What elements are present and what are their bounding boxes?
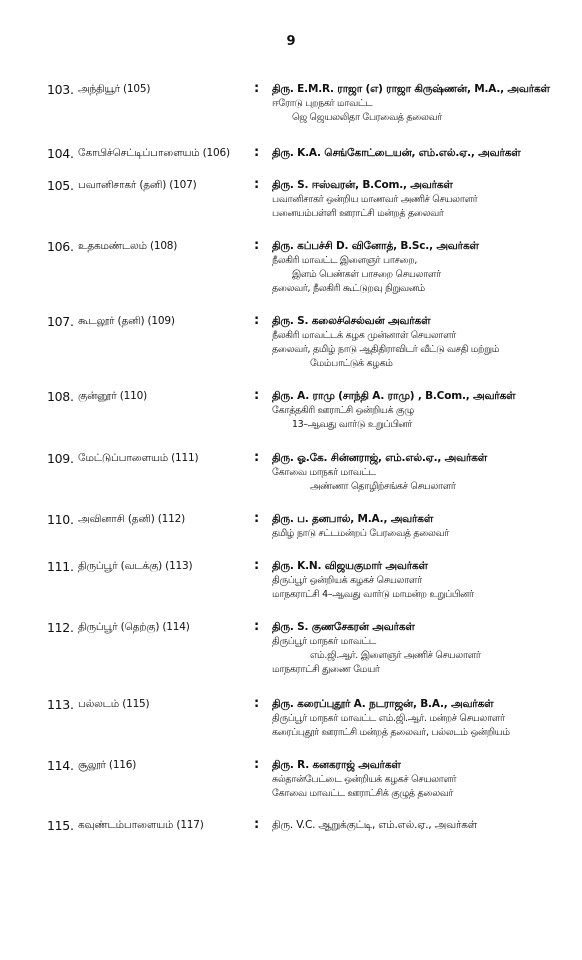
entry-number: 112. <box>47 620 74 635</box>
candidate-designation: நீலகிரி மாவட்டக் கழக முன்னாள் செயலாளர் <box>272 330 456 341</box>
constituency-name: கோபிச்செட்டிப்பாளையம் (106) <box>78 147 230 159</box>
candidate-details <box>272 314 572 371</box>
separator-colon: : <box>254 757 260 772</box>
constituency-name: கூடலூர் (தனி) (109) <box>78 315 175 327</box>
candidate-details <box>272 178 572 221</box>
candidate-designation: மேம்பாட்டுக் கழகம் <box>310 358 393 369</box>
candidate-designation: மாநகராட்சி 4–ஆவது வார்டு மாமன்ற உறுப்பினர் <box>272 589 474 600</box>
constituency-name: அந்தியூர் (105) <box>78 83 151 95</box>
separator-colon: : <box>254 817 260 832</box>
candidate-designation: மாநகராட்சி துணை மேயர் <box>272 664 380 675</box>
entry-number: 104. <box>47 146 74 161</box>
candidate-details <box>272 758 572 801</box>
separator-colon: : <box>254 388 260 403</box>
entry-number: 106. <box>47 239 74 254</box>
candidate-name: திரு. K.N. விஜயகுமார் அவர்கள் <box>272 560 428 572</box>
candidate-designation: சுல்தான்பேட்டை ஒன்றியக் கழகச் செயலாளர் <box>272 774 457 785</box>
constituency-name: குன்னூர் (110) <box>78 390 147 402</box>
separator-colon: : <box>254 81 260 96</box>
candidate-details <box>272 82 572 125</box>
candidate-designation: தலைவர், தமிழ் நாடு ஆதிதிராவிடர் வீட்டு வசதி மற்றும் <box>272 344 500 355</box>
candidate-details <box>272 697 572 740</box>
separator-colon: : <box>254 511 260 526</box>
separator-colon: : <box>254 177 260 192</box>
candidate-designation: பவானிசாகர் ஒன்றிய மாணவர் அணிச் செயலாளர் <box>272 194 478 205</box>
constituency-name: சூலூர் (116) <box>78 759 137 771</box>
candidate-name: திரு. K.A. செங்கோட்டையன், எம்.எல்.ஏ., அவர்கள் <box>272 147 521 159</box>
candidate-details <box>272 620 572 677</box>
candidate-designation: ஜெ ஜெயலலிதா பேரவைத் தலைவர் <box>292 112 442 123</box>
candidate-designation: தமிழ் நாடு சட்டமன்றப் பேரவைத் தலைவர் <box>272 528 449 539</box>
page-number: 9 <box>286 34 296 49</box>
candidate-name: திரு. R. கனகராஜ் அவர்கள் <box>272 759 401 771</box>
constituency-name: திருப்பூர் (தெற்கு) (114) <box>78 621 190 633</box>
candidate-designation: திருப்பூர் ஒன்றியக் கழகச் செயலாளர் <box>272 575 422 586</box>
entry-number: 110. <box>47 512 74 527</box>
candidate-designation: கரைப்புதூர் ஊராட்சி மன்றத் தலைவர், பல்லடம் ஒன்றியம் <box>272 727 510 738</box>
separator-colon: : <box>254 313 260 328</box>
candidate-name: திரு. கப்பச்சி D. வினோத், B.Sc., அவர்கள் <box>272 240 479 252</box>
candidate-designation: கோத்தகிரி ஊராட்சி ஒன்றியக் குழு <box>272 405 414 416</box>
constituency-name: உதகமண்டலம் (108) <box>78 240 178 252</box>
candidate-name: திரு. S. கலைச்செல்வன் அவர்கள் <box>272 315 431 327</box>
candidate-designation: நீலகிரி மாவட்ட இளைஞர் பாசறை, <box>272 255 418 266</box>
entry-number: 113. <box>47 697 74 712</box>
candidate-designation: பனையம்பள்ளி ஊராட்சி மன்றத் தலைவர் <box>272 208 444 219</box>
candidate-name: திரு. ப. தனபால், M.A., அவர்கள் <box>272 513 434 525</box>
constituency-name: திருப்பூர் (வடக்கு) (113) <box>78 560 193 572</box>
candidate-name: திரு. S. குணசேகரன் அவர்கள் <box>272 621 415 633</box>
candidate-designation: கோவை மாநகர் மாவட்ட <box>272 467 376 478</box>
candidate-designation: திருப்பூர் மாநகர் மாவட்ட <box>272 636 376 647</box>
candidate-designation: எம்.ஜி.ஆர். இளைஞர் அணிச் செயலாளர் <box>310 650 481 661</box>
candidate-name: திரு. S. ஈஸ்வரன், B.Com., அவர்கள் <box>272 179 453 191</box>
separator-colon: : <box>254 619 260 634</box>
separator-colon: : <box>254 558 260 573</box>
entry-number: 114. <box>47 758 74 773</box>
candidate-designation: ஈரோடு புறநகர் மாவட்ட <box>272 98 373 109</box>
candidate-details <box>272 239 572 296</box>
entry-number: 105. <box>47 178 74 193</box>
entry-number: 111. <box>47 559 74 574</box>
separator-colon: : <box>254 696 260 711</box>
candidate-details <box>272 146 572 161</box>
entry-number: 109. <box>47 451 74 466</box>
separator-colon: : <box>254 238 260 253</box>
candidate-details <box>272 389 572 432</box>
candidate-designation: தலைவர், நீலகிரி கூட்டுறவு நிறுவனம் <box>272 283 425 294</box>
candidate-name: திரு. E.M.R. ராஜா (எ) ராஜா கிருஷ்ணன், M.A., அவர்கள் <box>272 83 550 95</box>
candidate-details <box>272 512 572 541</box>
candidate-designation: அண்ணா தொழிற்சங்கச் செயலாளர் <box>310 481 456 492</box>
constituency-name: பவானிசாகர் (தனி) (107) <box>78 179 197 191</box>
constituency-name: பல்லடம் (115) <box>78 698 150 710</box>
entry-number: 103. <box>47 82 74 97</box>
constituency-name: மேட்டுப்பாளையம் (111) <box>78 452 199 464</box>
candidate-name: திரு. ஓ.கே. சின்னராஜ், எம்.எல்.ஏ., அவர்கள் <box>272 452 488 464</box>
separator-colon: : <box>254 145 260 160</box>
constituency-name: கவுண்டம்பாளையம் (117) <box>78 819 204 831</box>
candidate-designation: இளம் பெண்கள் பாசறை செயலாளர் <box>292 269 441 280</box>
candidate-designation: திருப்பூர் மாநகர் மாவட்ட எம்.ஜி.ஆர். மன்றச் செயலாளர் <box>272 713 505 724</box>
candidate-details <box>272 818 572 833</box>
candidate-name: திரு. கரைப்புதூர் A. நடராஜன், B.A., அவர்கள் <box>272 698 494 710</box>
candidate-details <box>272 451 572 494</box>
entry-number: 108. <box>47 389 74 404</box>
entry-number: 107. <box>47 314 74 329</box>
candidate-designation: கோவை மாவட்ட ஊராட்சிக் குழுத் தலைவர் <box>272 788 454 799</box>
candidate-name: திரு. V.C. ஆறுக்குட்டி, எம்.எல்.ஏ., அவர்கள் <box>272 819 478 831</box>
entry-number: 115. <box>47 818 74 833</box>
candidate-designation: 13–ஆவது வார்டு உறுப்பினர் <box>292 419 413 430</box>
constituency-name: அவினாசி (தனி) (112) <box>78 513 186 525</box>
separator-colon: : <box>254 450 260 465</box>
candidate-name: திரு. A. ராமு (சாந்தி A. ராமு) , B.Com., அவர்கள் <box>272 390 516 402</box>
candidate-details <box>272 559 572 602</box>
